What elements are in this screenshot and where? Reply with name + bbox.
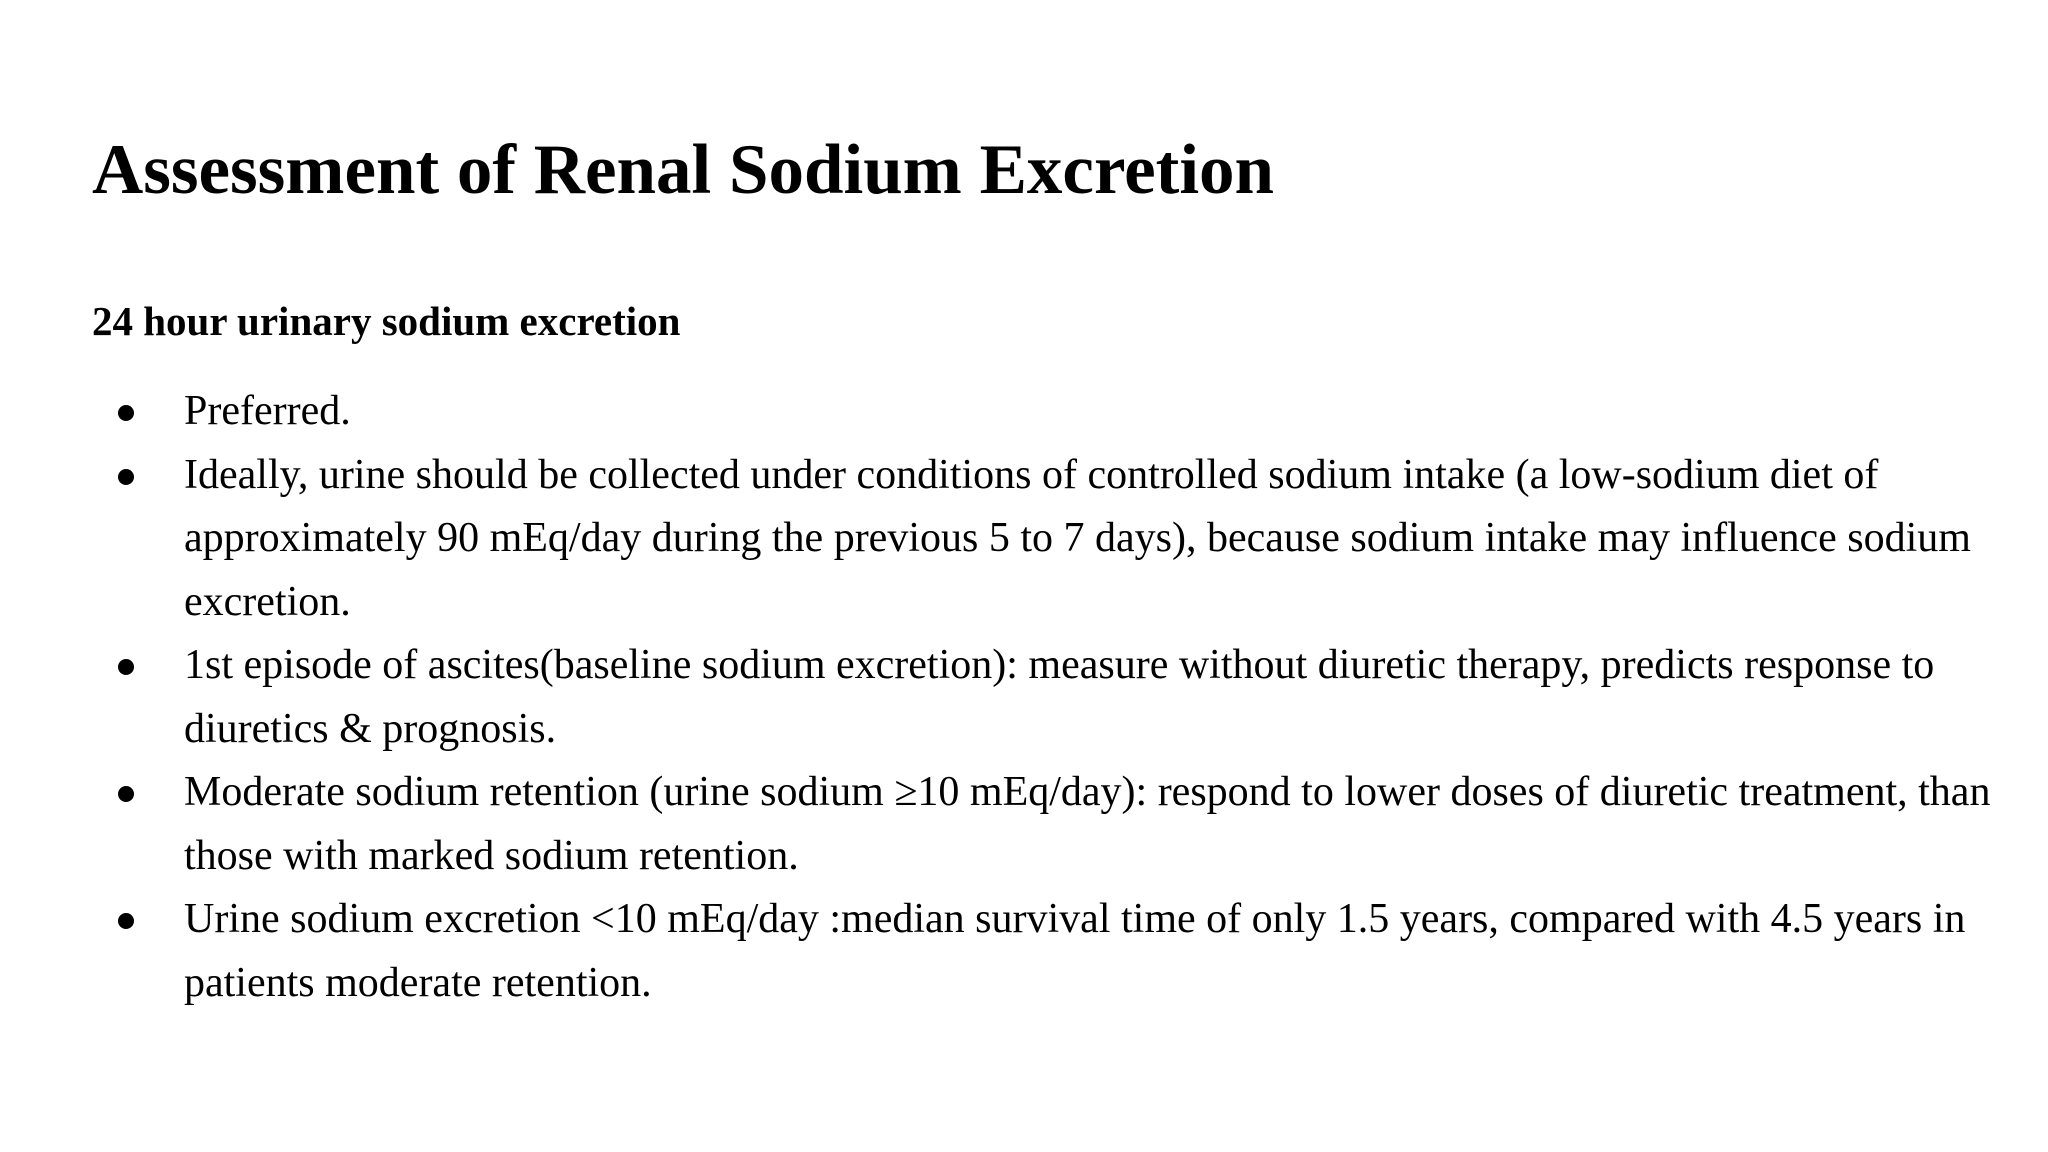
bullet-text: Ideally, urine should be collected under conditions of controlled sodium intake (a low-sodium diet of approximately 90 mEq/day during the previous 5 to 7 days), because sodium intake may influence sodium excretion. — [184, 451, 1971, 625]
bullet-item — [92, 380, 2022, 444]
bullet-dot-icon — [118, 659, 134, 675]
slide-title: Assessment of Renal Sodium Excretion — [92, 131, 1275, 209]
bullet-text: Moderate sodium retention (urine sodium ≥10 mEq/day): respond to lower doses of diuretic treatment, than those with marked sodium retention. — [184, 769, 1991, 879]
bullet-text: Urine sodium excretion <10 mEq/day :median survival time of only 1.5 years, compared with 4.5 years in patients moderate retention. — [184, 896, 1966, 1006]
bullet-dot-icon — [118, 913, 134, 929]
bullet-text: 1st episode of ascites(baseline sodium excretion): measure without diuretic therapy, predicts response to diuretics & prognosis. — [184, 642, 1935, 752]
bullet-dot-icon — [118, 786, 134, 802]
bullet-item — [92, 444, 2022, 635]
bullet-item — [92, 888, 2022, 1015]
section-subheading: 24 hour urinary sodium excretion — [92, 298, 681, 344]
bullet-dot-icon — [118, 405, 134, 421]
bullet-list — [92, 380, 2022, 1015]
bullet-item — [92, 634, 2022, 761]
bullet-item — [92, 761, 2022, 888]
bullet-dot-icon — [118, 469, 134, 485]
bullet-text: Preferred. — [184, 388, 351, 434]
